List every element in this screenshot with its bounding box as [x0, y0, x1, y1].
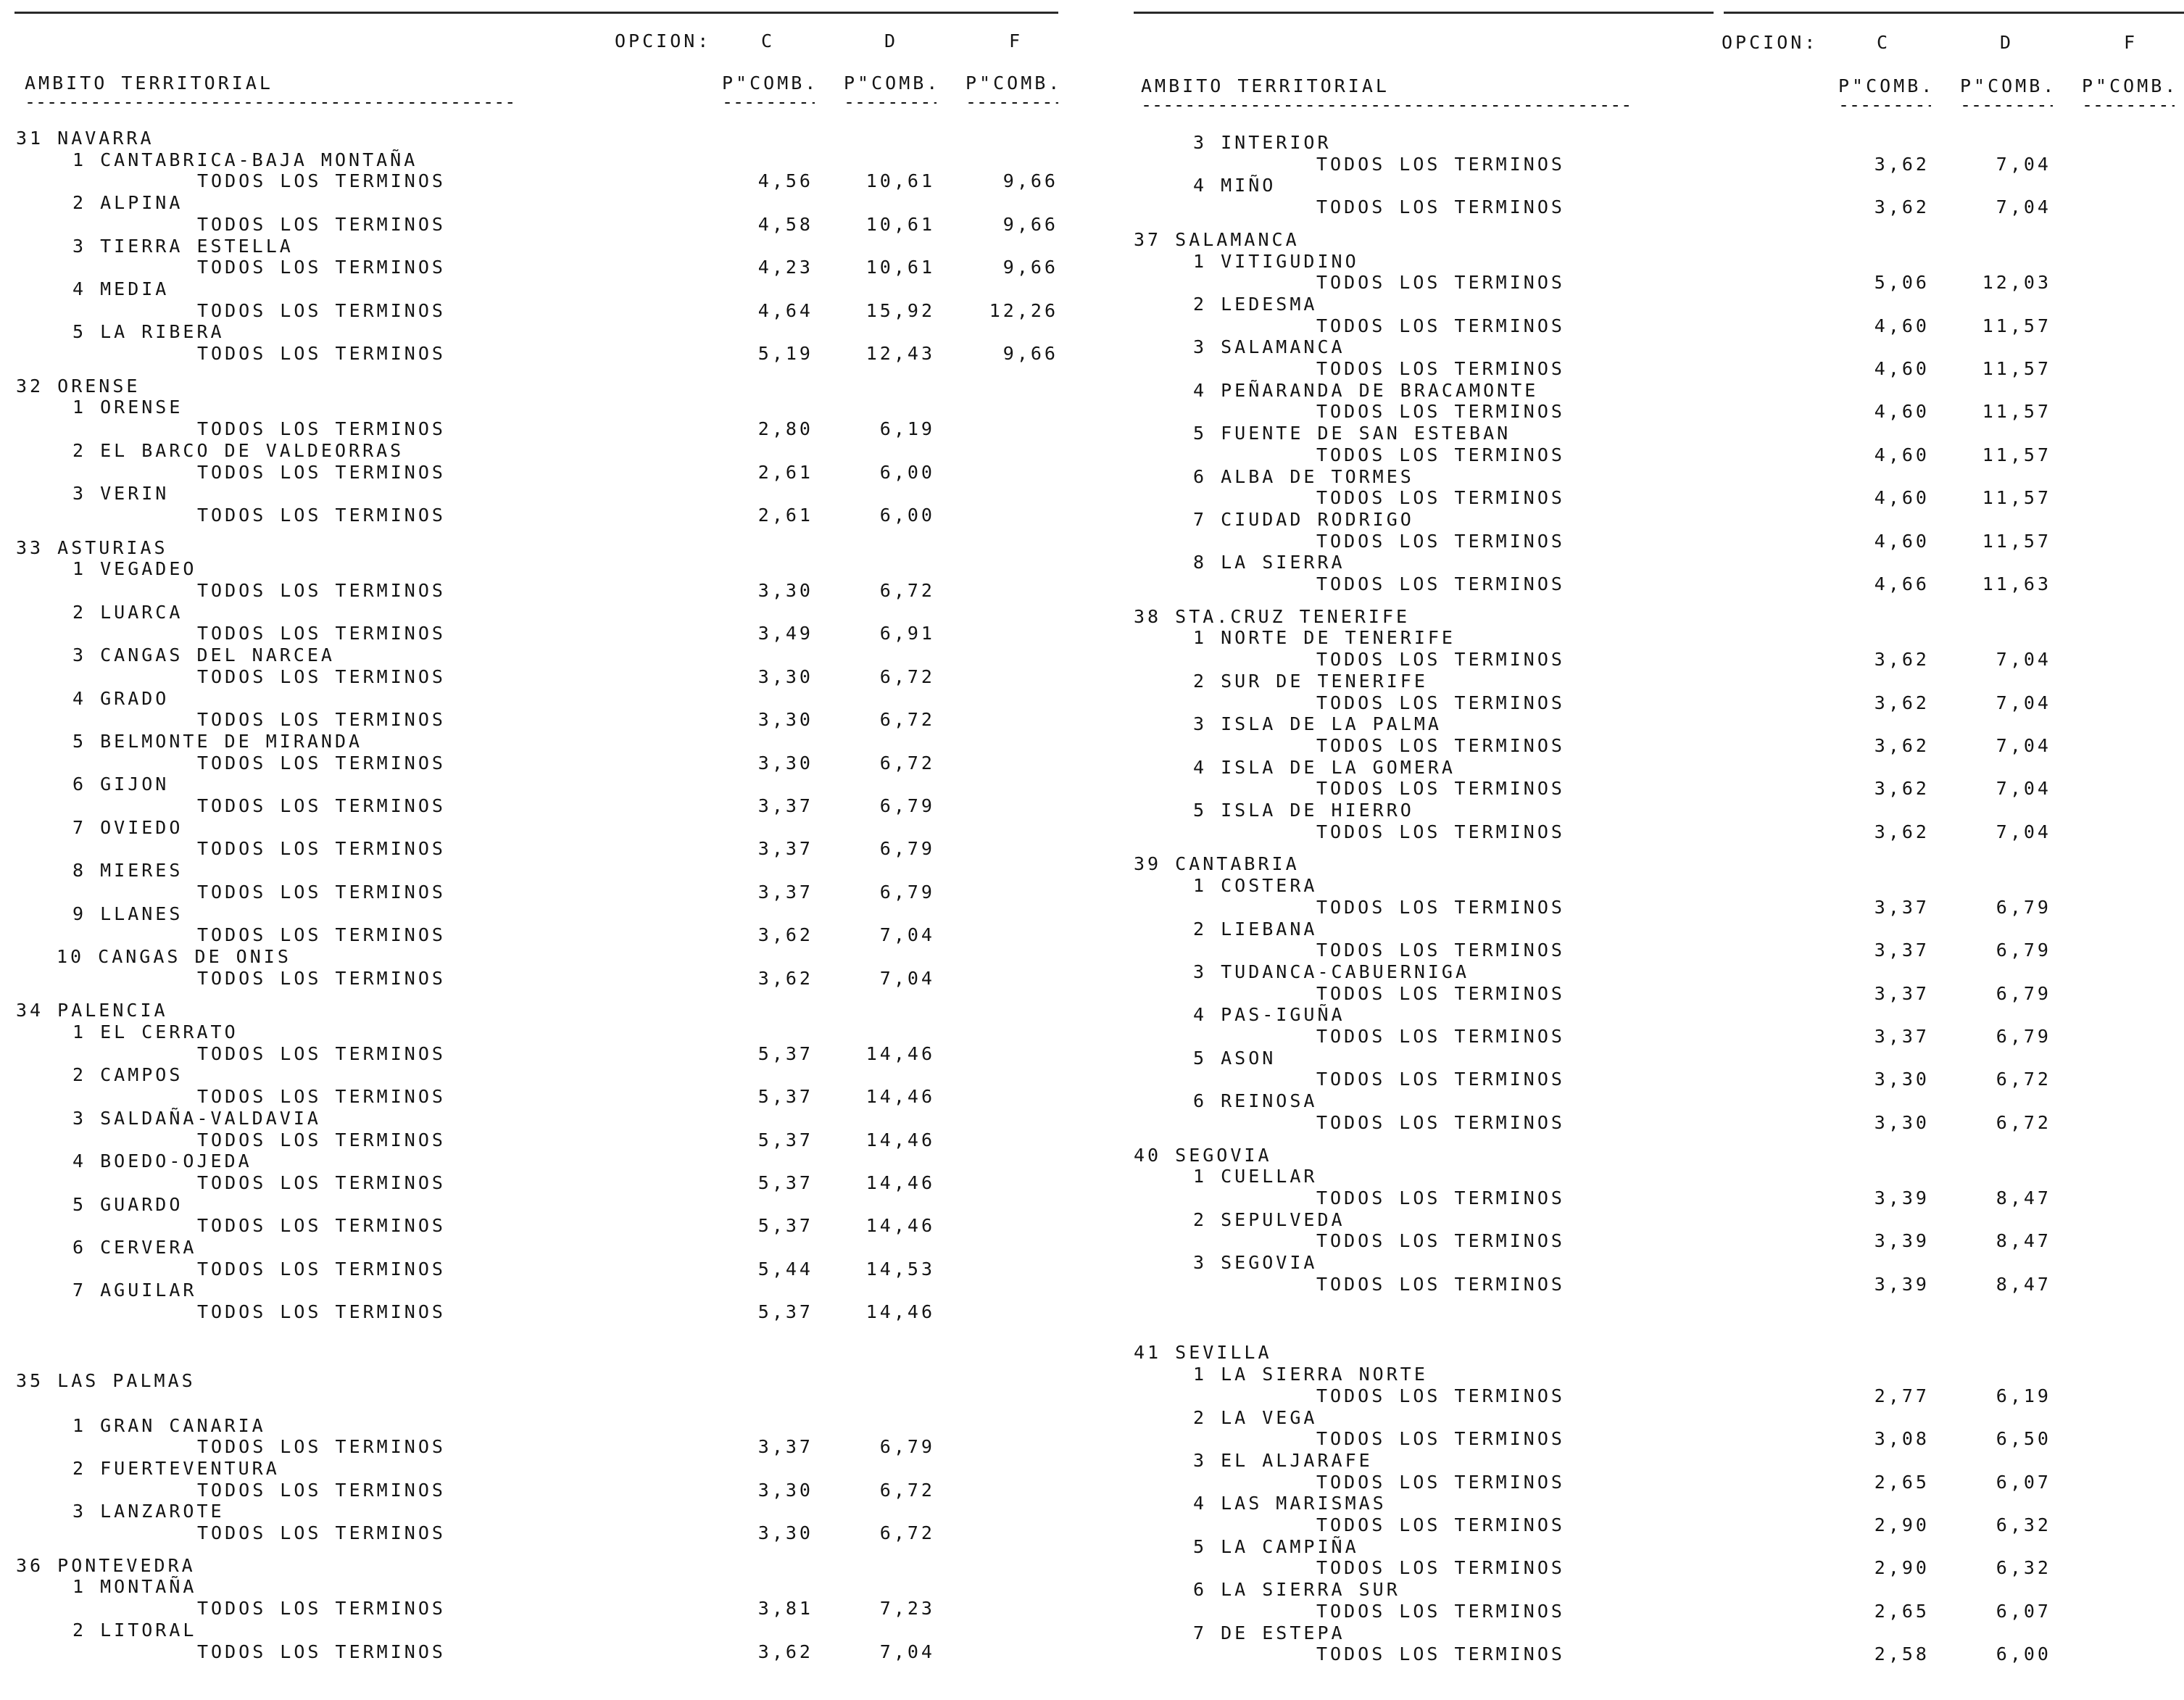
value-d: 8,47 [1996, 1230, 2051, 1252]
terminos-label: TODOS LOS TERMINOS [197, 881, 446, 903]
value-d: 10,61 [865, 170, 935, 192]
terminos-label: TODOS LOS TERMINOS [1316, 153, 1565, 175]
comarca-name: 6 GIJON [72, 774, 170, 795]
terminos-label: TODOS LOS TERMINOS [1316, 573, 1565, 594]
comarca-name: 6 CERVERA [72, 1237, 197, 1258]
terminos-label: TODOS LOS TERMINOS [197, 709, 446, 731]
value-d: 6,72 [1996, 1111, 2051, 1133]
comarca-name: 5 GUARDO [72, 1193, 183, 1215]
value-d: 14,46 [865, 1086, 935, 1108]
top-rule-right-segment [1724, 12, 2184, 14]
value-c: 3,62 [1874, 153, 1930, 175]
terminos-label: TODOS LOS TERMINOS [197, 1086, 446, 1108]
terminos-label: TODOS LOS TERMINOS [197, 299, 446, 321]
value-d: 6,72 [879, 580, 935, 601]
comarca-name: 6 REINOSA [1193, 1090, 1318, 1112]
comarca-name: 7 DE ESTEPA [1193, 1622, 1345, 1643]
value-c: 3,62 [1874, 649, 1930, 671]
value-c: 3,30 [757, 1522, 813, 1543]
province-heading: 38 STA.CRUZ TENERIFE [1134, 605, 1411, 627]
terminos-label: TODOS LOS TERMINOS [197, 967, 446, 989]
comarca-name: 3 ISLA DE LA PALMA [1193, 713, 1442, 735]
comarca-name: 3 LANZAROTE [72, 1501, 225, 1522]
value-d: 6,72 [879, 709, 935, 731]
terminos-label: TODOS LOS TERMINOS [197, 418, 446, 440]
value-d: 6,91 [879, 623, 935, 644]
terminos-label: TODOS LOS TERMINOS [1316, 1643, 1565, 1665]
value-f: 9,66 [1002, 170, 1058, 192]
value-c: 3,39 [1874, 1273, 1930, 1295]
value-c: 3,30 [757, 709, 813, 731]
comarca-name: 1 VITIGUDINO [1193, 250, 1359, 272]
value-d: 7,04 [1996, 734, 2051, 756]
value-d: 11,57 [1982, 358, 2051, 379]
value-d: 6,79 [879, 795, 935, 816]
ambito-underline [1141, 94, 1634, 115]
comarca-name: 1 COSTERA [1193, 875, 1318, 897]
value-d: 8,47 [1996, 1187, 2051, 1208]
ambito-label: AMBITO TERRITORIAL [1141, 75, 1390, 96]
comarca-name: 6 ALBA DE TORMES [1193, 465, 1414, 487]
comarca-name: 3 CANGAS DEL NARCEA [72, 644, 335, 666]
terminos-label: TODOS LOS TERMINOS [197, 1215, 446, 1237]
terminos-label: TODOS LOS TERMINOS [197, 1129, 446, 1150]
pcomb-f-label: P"COMB. [2082, 75, 2179, 96]
value-c: 4,60 [1874, 530, 1930, 552]
terminos-label: TODOS LOS TERMINOS [1316, 1385, 1565, 1406]
terminos-label: TODOS LOS TERMINOS [197, 343, 446, 364]
value-d: 8,47 [1996, 1273, 2051, 1295]
terminos-label: TODOS LOS TERMINOS [197, 1436, 446, 1458]
value-c: 3,30 [757, 1479, 813, 1501]
comarca-name: 5 ISLA DE HIERRO [1193, 800, 1414, 821]
comarca-name: 2 LITORAL [72, 1619, 197, 1641]
comarca-name: 1 CANTABRICA-BAJA MONTAÑA [72, 149, 418, 170]
value-c: 3,30 [1874, 1069, 1930, 1090]
pcomb-c-underline [722, 91, 815, 112]
terminos-label: TODOS LOS TERMINOS [1316, 1273, 1565, 1295]
value-c: 4,60 [1874, 358, 1930, 379]
value-c: 4,56 [757, 170, 813, 192]
terminos-label: TODOS LOS TERMINOS [1316, 487, 1565, 509]
value-c: 3,62 [1874, 778, 1930, 800]
comarca-name: 5 BELMONTE DE MIRANDA [72, 730, 363, 752]
value-c: 2,77 [1874, 1385, 1930, 1406]
comarca-name: 2 SEPULVEDA [1193, 1208, 1345, 1230]
comarca-name: 3 VERIN [72, 483, 170, 505]
value-d: 6,72 [879, 752, 935, 774]
value-c: 4,58 [757, 213, 813, 235]
terminos-label: TODOS LOS TERMINOS [1316, 1471, 1565, 1493]
comarca-name: 1 GRAN CANARIA [72, 1414, 266, 1436]
value-c: 2,65 [1874, 1471, 1930, 1493]
comarca-name: 3 TUDANCA-CABUERNIGA [1193, 961, 1470, 982]
terminos-label: TODOS LOS TERMINOS [1316, 1069, 1565, 1090]
terminos-label: TODOS LOS TERMINOS [197, 1641, 446, 1662]
terminos-label: TODOS LOS TERMINOS [197, 257, 446, 278]
value-d: 6,72 [1996, 1069, 2051, 1090]
comarca-name: 1 MONTAÑA [72, 1576, 197, 1598]
value-d: 7,04 [1996, 649, 2051, 671]
value-c: 3,62 [1874, 734, 1930, 756]
value-d: 7,04 [879, 1641, 935, 1662]
terminos-label: TODOS LOS TERMINOS [1316, 734, 1565, 756]
comarca-name: 1 LA SIERRA NORTE [1193, 1364, 1428, 1385]
value-c: 4,64 [757, 299, 813, 321]
terminos-label: TODOS LOS TERMINOS [1316, 358, 1565, 379]
ambito-underline [25, 91, 518, 112]
comarca-name: 2 FUERTEVENTURA [72, 1457, 280, 1479]
left-column [0, 0, 1073, 1700]
comarca-name: 4 MEDIA [72, 278, 170, 299]
value-c: 2,90 [1874, 1557, 1930, 1579]
terminos-label: TODOS LOS TERMINOS [197, 752, 446, 774]
value-d: 11,63 [1982, 573, 2051, 594]
pcomb-d-underline [1960, 94, 2053, 115]
value-c: 5,37 [757, 1172, 813, 1193]
pcomb-f-underline [2082, 94, 2175, 115]
comarca-name: 3 INTERIOR [1193, 132, 1332, 153]
pcomb-d-label: P"COMB. [1960, 75, 2057, 96]
value-c: 3,62 [1874, 692, 1930, 713]
value-c: 3,37 [1874, 1026, 1930, 1047]
terminos-label: TODOS LOS TERMINOS [197, 461, 446, 483]
terminos-label: TODOS LOS TERMINOS [1316, 982, 1565, 1004]
comarca-name: 5 LA CAMPIÑA [1193, 1535, 1359, 1557]
opcion-label: OPCION: [615, 30, 712, 51]
comarca-name: 2 LA VEGA [1193, 1406, 1318, 1428]
terminos-label: TODOS LOS TERMINOS [1316, 821, 1565, 842]
value-c: 3,37 [1874, 982, 1930, 1004]
terminos-label: TODOS LOS TERMINOS [1316, 272, 1565, 294]
right-column [1116, 0, 2184, 1700]
value-d: 6,79 [879, 1436, 935, 1458]
pcomb-d-label: P"COMB. [844, 72, 941, 94]
terminos-label: TODOS LOS TERMINOS [197, 213, 446, 235]
value-c: 3,37 [1874, 940, 1930, 961]
terminos-label: TODOS LOS TERMINOS [1316, 196, 1565, 218]
comarca-name: 6 LA SIERRA SUR [1193, 1579, 1400, 1601]
province-heading: 37 SALAMANCA [1134, 228, 1300, 250]
value-c: 5,37 [757, 1215, 813, 1237]
comarca-name: 3 SALDAÑA-VALDAVIA [72, 1107, 321, 1129]
value-d: 11,57 [1982, 401, 2051, 423]
value-d: 6,79 [1996, 896, 2051, 918]
terminos-label: TODOS LOS TERMINOS [1316, 692, 1565, 713]
comarca-name: 3 SALAMANCA [1193, 336, 1345, 358]
value-d: 14,46 [865, 1172, 935, 1193]
terminos-label: TODOS LOS TERMINOS [197, 666, 446, 687]
value-d: 6,32 [1996, 1557, 2051, 1579]
comarca-name: 3 EL ALJARAFE [1193, 1449, 1373, 1471]
pcomb-c-label: P"COMB. [722, 72, 819, 94]
terminos-label: TODOS LOS TERMINOS [1316, 315, 1565, 336]
value-c: 2,61 [757, 504, 813, 526]
opcion-label: OPCION: [1722, 32, 1819, 53]
comarca-name: 2 LUARCA [72, 601, 183, 623]
value-d: 6,79 [1996, 940, 2051, 961]
value-d: 6,72 [879, 1522, 935, 1543]
terminos-label: TODOS LOS TERMINOS [1316, 896, 1565, 918]
value-d: 6,79 [1996, 982, 2051, 1004]
option-f-label: F [2124, 32, 2138, 53]
value-d: 14,46 [865, 1129, 935, 1150]
terminos-label: TODOS LOS TERMINOS [1316, 940, 1565, 961]
value-c: 2,65 [1874, 1600, 1930, 1622]
value-d: 11,57 [1982, 444, 2051, 465]
terminos-label: TODOS LOS TERMINOS [197, 1479, 446, 1501]
comarca-name: 2 EL BARCO DE VALDEORRAS [72, 439, 404, 461]
value-d: 7,04 [1996, 692, 2051, 713]
value-d: 10,61 [865, 257, 935, 278]
comarca-name: 1 NORTE DE TENERIFE [1193, 627, 1456, 649]
value-c: 3,49 [757, 623, 813, 644]
value-c: 5,06 [1874, 272, 1930, 294]
value-d: 7,04 [879, 924, 935, 946]
comarca-name: 1 ORENSE [72, 397, 183, 418]
value-d: 10,61 [865, 213, 935, 235]
value-d: 7,04 [879, 967, 935, 989]
terminos-label: TODOS LOS TERMINOS [197, 1042, 446, 1064]
province-heading: 39 CANTABRIA [1134, 853, 1300, 875]
value-d: 6,50 [1996, 1428, 2051, 1450]
value-f: 9,66 [1002, 343, 1058, 364]
terminos-label: TODOS LOS TERMINOS [197, 795, 446, 816]
comarca-name: 4 ISLA DE LA GOMERA [1193, 756, 1456, 778]
comarca-name: 3 SEGOVIA [1193, 1252, 1318, 1273]
comarca-name: 7 CIUDAD RODRIGO [1193, 508, 1414, 530]
terminos-label: TODOS LOS TERMINOS [1316, 649, 1565, 671]
value-c: 5,37 [757, 1129, 813, 1150]
value-d: 12,43 [865, 343, 935, 364]
value-c: 3,37 [757, 1436, 813, 1458]
province-heading: 32 ORENSE [16, 375, 141, 397]
value-c: 4,60 [1874, 487, 1930, 509]
value-c: 3,62 [757, 1641, 813, 1662]
option-c-label: C [1877, 32, 1891, 53]
province-heading: 41 SEVILLA [1134, 1342, 1272, 1364]
comarca-name: 4 PAS-IGUÑA [1193, 1004, 1345, 1026]
comarca-name: 2 ALPINA [72, 192, 183, 214]
terminos-label: TODOS LOS TERMINOS [197, 1301, 446, 1323]
terminos-label: TODOS LOS TERMINOS [197, 623, 446, 644]
value-d: 14,46 [865, 1042, 935, 1064]
pcomb-f-underline [966, 91, 1058, 112]
value-c: 5,37 [757, 1042, 813, 1064]
value-c: 3,30 [757, 666, 813, 687]
value-c: 4,60 [1874, 444, 1930, 465]
terminos-label: TODOS LOS TERMINOS [197, 924, 446, 946]
value-c: 3,62 [1874, 196, 1930, 218]
terminos-label: TODOS LOS TERMINOS [1316, 1600, 1565, 1622]
comarca-name: 4 LAS MARISMAS [1193, 1493, 1387, 1514]
comarca-name: 5 LA RIBERA [72, 321, 225, 343]
terminos-label: TODOS LOS TERMINOS [197, 580, 446, 601]
comarca-name: 4 PEÑARANDA DE BRACAMONTE [1193, 379, 1539, 401]
terminos-label: TODOS LOS TERMINOS [197, 1258, 446, 1280]
province-heading: 34 PALENCIA [16, 1000, 168, 1021]
terminos-label: TODOS LOS TERMINOS [197, 1172, 446, 1193]
value-d: 6,07 [1996, 1600, 2051, 1622]
top-rule [14, 12, 1058, 14]
value-d: 6,19 [1996, 1385, 2051, 1406]
value-c: 5,37 [757, 1301, 813, 1323]
comarca-name: 5 ASON [1193, 1047, 1276, 1069]
value-c: 3,62 [757, 924, 813, 946]
pcomb-f-label: P"COMB. [966, 72, 1063, 94]
value-c: 3,39 [1874, 1230, 1930, 1252]
value-d: 7,23 [879, 1598, 935, 1620]
comarca-name: 1 EL CERRATO [72, 1021, 238, 1042]
value-c: 5,19 [757, 343, 813, 364]
value-d: 7,04 [1996, 821, 2051, 842]
value-f: 9,66 [1002, 213, 1058, 235]
value-c: 3,37 [757, 881, 813, 903]
comarca-name: 7 OVIEDO [72, 816, 183, 838]
value-c: 3,81 [757, 1598, 813, 1620]
value-d: 6,07 [1996, 1471, 2051, 1493]
comarca-name: 3 TIERRA ESTELLA [72, 235, 294, 257]
pcomb-c-label: P"COMB. [1838, 75, 1935, 96]
option-f-label: F [1009, 30, 1024, 51]
option-d-label: D [884, 30, 899, 51]
pcomb-d-underline [844, 91, 937, 112]
comarca-name: 2 LIEBANA [1193, 918, 1318, 940]
terminos-label: TODOS LOS TERMINOS [1316, 1428, 1565, 1450]
value-d: 11,57 [1982, 487, 2051, 509]
value-c: 3,62 [757, 967, 813, 989]
value-c: 2,61 [757, 461, 813, 483]
value-d: 6,79 [879, 838, 935, 860]
value-d: 11,57 [1982, 530, 2051, 552]
value-d: 14,53 [865, 1258, 935, 1280]
value-c: 5,44 [757, 1258, 813, 1280]
comarca-name: 1 CUELLAR [1193, 1166, 1318, 1187]
value-d: 6,00 [1996, 1643, 2051, 1665]
value-d: 14,46 [865, 1301, 935, 1323]
value-c: 2,58 [1874, 1643, 1930, 1665]
value-d: 6,00 [879, 461, 935, 483]
value-f: 9,66 [1002, 257, 1058, 278]
value-d: 6,72 [879, 666, 935, 687]
province-heading: 31 NAVARRA [16, 128, 154, 149]
province-heading: 36 PONTEVEDRA [16, 1554, 196, 1576]
terminos-label: TODOS LOS TERMINOS [1316, 778, 1565, 800]
value-c: 3,37 [757, 795, 813, 816]
value-c: 3,30 [1874, 1111, 1930, 1133]
comarca-name: 2 CAMPOS [72, 1064, 183, 1086]
value-c: 3,30 [757, 580, 813, 601]
value-c: 3,30 [757, 752, 813, 774]
value-c: 2,90 [1874, 1514, 1930, 1535]
value-c: 4,23 [757, 257, 813, 278]
ambito-label: AMBITO TERRITORIAL [25, 72, 273, 94]
province-heading: 40 SEGOVIA [1134, 1144, 1272, 1166]
option-d-label: D [2000, 32, 2014, 53]
value-d: 7,04 [1996, 196, 2051, 218]
value-c: 3,62 [1874, 821, 1930, 842]
value-d: 6,79 [879, 881, 935, 903]
comarca-name: 5 FUENTE DE SAN ESTEBAN [1193, 423, 1511, 444]
comarca-name: 4 MIÑO [1193, 175, 1276, 196]
top-rule-left-segment [1134, 12, 1714, 14]
value-f: 12,26 [989, 299, 1058, 321]
value-d: 6,32 [1996, 1514, 2051, 1535]
value-c: 3,37 [1874, 896, 1930, 918]
comarca-name: 8 MIERES [72, 860, 183, 882]
terminos-label: TODOS LOS TERMINOS [197, 1598, 446, 1620]
value-d: 14,46 [865, 1215, 935, 1237]
comarca-name: 1 VEGADEO [72, 558, 197, 580]
comarca-name: 8 LA SIERRA [1193, 552, 1345, 573]
terminos-label: TODOS LOS TERMINOS [197, 1522, 446, 1543]
pcomb-c-underline [1838, 94, 1931, 115]
value-d: 6,00 [879, 504, 935, 526]
comarca-name: 2 SUR DE TENERIFE [1193, 670, 1428, 692]
terminos-label: TODOS LOS TERMINOS [1316, 444, 1565, 465]
option-c-label: C [761, 30, 776, 51]
value-d: 12,03 [1982, 272, 2051, 294]
value-d: 6,79 [1996, 1026, 2051, 1047]
terminos-label: TODOS LOS TERMINOS [1316, 1026, 1565, 1047]
comarca-name: 7 AGUILAR [72, 1280, 197, 1301]
terminos-label: TODOS LOS TERMINOS [1316, 401, 1565, 423]
comarca-name: 2 LEDESMA [1193, 293, 1318, 315]
terminos-label: TODOS LOS TERMINOS [1316, 1187, 1565, 1208]
value-c: 4,60 [1874, 315, 1930, 336]
comarca-name: 10 CANGAS DE ONIS [57, 945, 291, 967]
value-d: 7,04 [1996, 778, 2051, 800]
value-c: 3,37 [757, 838, 813, 860]
value-c: 5,37 [757, 1086, 813, 1108]
comarca-name: 9 LLANES [72, 903, 183, 924]
province-heading: 33 ASTURIAS [16, 536, 168, 558]
terminos-label: TODOS LOS TERMINOS [1316, 1111, 1565, 1133]
value-d: 15,92 [865, 299, 935, 321]
value-d: 6,19 [879, 418, 935, 440]
value-c: 4,66 [1874, 573, 1930, 594]
value-c: 3,39 [1874, 1187, 1930, 1208]
comarca-name: 4 GRADO [72, 687, 170, 709]
terminos-label: TODOS LOS TERMINOS [197, 838, 446, 860]
value-c: 3,08 [1874, 1428, 1930, 1450]
value-d: 6,72 [879, 1479, 935, 1501]
terminos-label: TODOS LOS TERMINOS [1316, 1514, 1565, 1535]
terminos-label: TODOS LOS TERMINOS [1316, 1557, 1565, 1579]
terminos-label: TODOS LOS TERMINOS [1316, 530, 1565, 552]
value-d: 7,04 [1996, 153, 2051, 175]
province-heading: 35 LAS PALMAS [16, 1369, 196, 1391]
value-c: 4,60 [1874, 401, 1930, 423]
value-c: 2,80 [757, 418, 813, 440]
terminos-label: TODOS LOS TERMINOS [197, 170, 446, 192]
value-d: 11,57 [1982, 315, 2051, 336]
terminos-label: TODOS LOS TERMINOS [197, 504, 446, 526]
comarca-name: 4 BOEDO-OJEDA [72, 1150, 252, 1172]
terminos-label: TODOS LOS TERMINOS [1316, 1230, 1565, 1252]
